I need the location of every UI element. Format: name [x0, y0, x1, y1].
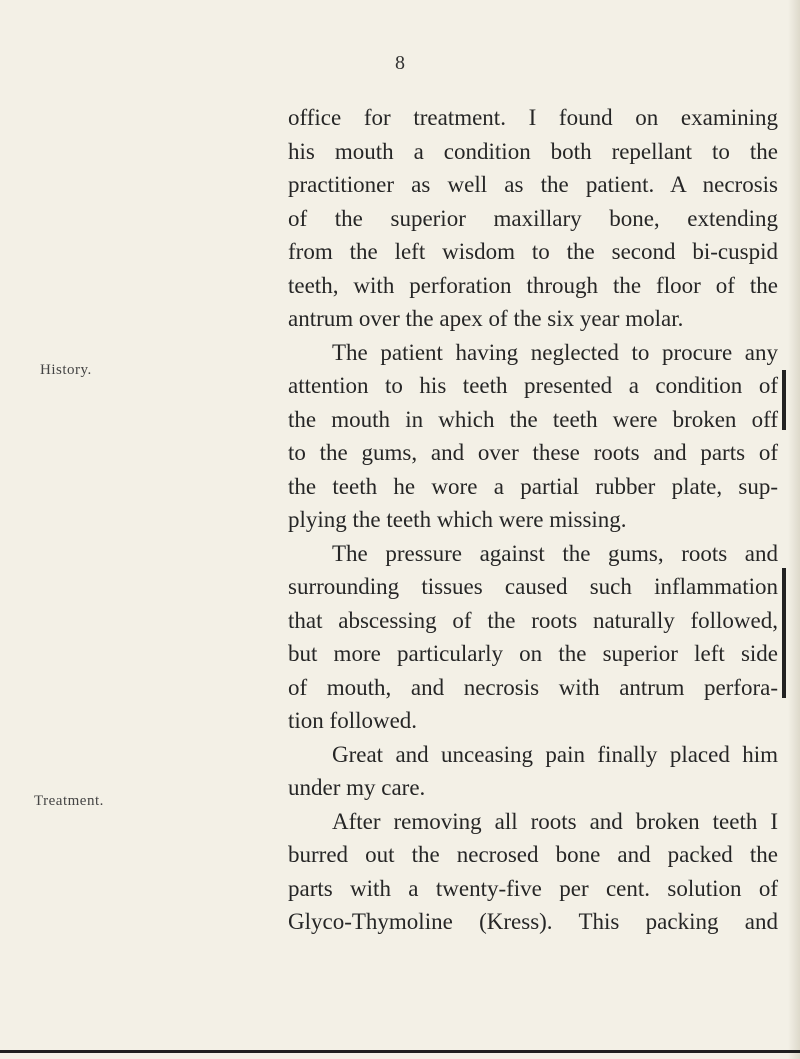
text-line: The pressure against the gums, roots and	[332, 540, 778, 566]
page-edge-shadow	[788, 0, 800, 1059]
text-line: teeth, with perforation through the floor of the	[288, 272, 778, 298]
text-line: attention to his teeth presented a condition of	[288, 373, 778, 398]
text-line: office for treatment. I found on examining	[288, 105, 778, 130]
text-line: from the left wisdom to the second bi-cuspid	[288, 239, 778, 264]
text-line: surrounding tissues caused such inflammation	[288, 574, 778, 599]
page-number: 8	[395, 52, 405, 74]
text-line: Glyco-Thymoline (Kress). This packing and	[288, 909, 778, 934]
text-line: under my care.	[288, 775, 426, 800]
text-line: antrum over the apex of the six year molar.	[288, 306, 684, 331]
text-line: tion followed.	[288, 708, 418, 733]
text-line: plying the teeth which were missing.	[288, 507, 627, 532]
text-line: the teeth he wore a partial rubber plate, sup-	[288, 473, 778, 499]
text-line: practitioner as well as the patient. A necrosis	[288, 172, 778, 197]
text-line: of mouth, and necrosis with antrum perfora-	[288, 674, 778, 700]
text-line: the mouth in which the teeth were broken off	[288, 406, 778, 432]
page-edge-mark	[782, 370, 786, 430]
text-line: his mouth a condition both repellant to the	[288, 138, 778, 164]
text-line: After removing all roots and broken teeth I	[332, 808, 778, 834]
text-line: Great and unceasing pain finally placed him	[332, 741, 778, 767]
text-line: but more particularly on the superior left side	[288, 641, 778, 666]
margin-note-history: History.	[40, 362, 92, 378]
margin-note-treatment: Treatment.	[34, 793, 104, 809]
bottom-rule	[0, 1050, 800, 1053]
text-line: to the gums, and over these roots and parts of	[288, 440, 778, 465]
text-line: that abscessing of the roots naturally followed,	[288, 607, 778, 633]
text-line: parts with a twenty-five per cent. solution of	[288, 875, 778, 901]
text-line: burred out the necrosed bone and packed the	[288, 842, 778, 867]
text-line: The patient having neglected to procure any	[332, 339, 778, 365]
page-edge-mark	[782, 568, 786, 698]
text-line: of the superior maxillary bone, extending	[288, 205, 778, 231]
body-text	[288, 101, 778, 939]
